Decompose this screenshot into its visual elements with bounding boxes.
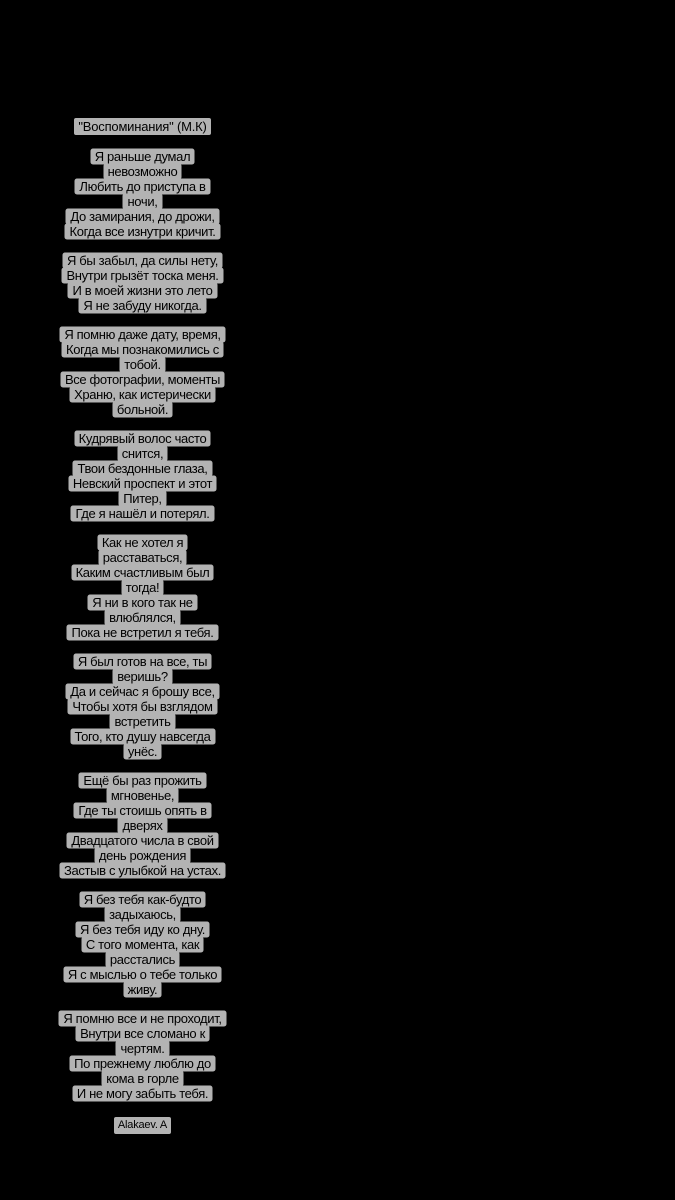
poem-line: И не могу забыть тебя. xyxy=(73,1086,212,1101)
poem-line: Твои бездонные глаза, xyxy=(73,461,211,476)
stanza-1 xyxy=(65,149,219,239)
poem-line: И в моей жизни это лето xyxy=(68,283,216,298)
poem-line: Кудрявый волос часто xyxy=(75,431,211,446)
poem-line: С того момента, как xyxy=(82,937,203,952)
poem-line: Двадцатого числа в свой xyxy=(67,833,217,848)
poem-line: дверях xyxy=(118,818,166,833)
stanza-8 xyxy=(64,892,221,997)
poem-line: Ещё бы раз прожить xyxy=(79,773,205,788)
poem-line: встретить xyxy=(110,714,174,729)
poem-line: Как не хотел я xyxy=(98,535,187,550)
stanza-7 xyxy=(60,773,225,878)
poem-line: Невский проспект и этот xyxy=(69,476,216,491)
poem-line: Да и сейчас я брошу все, xyxy=(66,684,218,699)
poem-line: снится, xyxy=(118,446,167,461)
poem-line: унёс. xyxy=(124,744,161,759)
poem-line: живу. xyxy=(124,982,162,997)
poem-line: Все фотографии, моменты xyxy=(61,372,224,387)
poem-line: Я помню даже дату, время, xyxy=(60,327,224,342)
poem-line: расстались xyxy=(106,952,179,967)
stanza-6 xyxy=(66,654,218,759)
poem-line: До замирания, до дрожи, xyxy=(66,209,218,224)
poem-line: Я был готов на все, ты xyxy=(74,654,211,669)
poem-line: Я помню все и не проходит, xyxy=(59,1011,225,1026)
poem-line: Того, кто душу навсегда xyxy=(71,729,215,744)
poem-line: По прежнему люблю до xyxy=(70,1056,215,1071)
poem-line: веришь? xyxy=(113,669,171,684)
poem-line: ночи, xyxy=(123,194,161,209)
author-signature: Alakaev. A xyxy=(114,1117,171,1134)
poem-line: день рождения xyxy=(95,848,190,863)
stanza-9 xyxy=(59,1011,225,1101)
poem-line: тогда! xyxy=(122,580,164,595)
poem-line: Питер, xyxy=(119,491,165,506)
poem-text-block xyxy=(40,118,245,1134)
poem-line: влюблялся, xyxy=(105,610,180,625)
poem-line: кома в горле xyxy=(102,1071,182,1086)
poem-line: Внутри грызёт тоска меня. xyxy=(62,268,222,283)
poem-line: Каким счастливым был xyxy=(72,565,214,580)
poem-line: мгновенье, xyxy=(107,788,178,803)
poem-line: Чтобы хотя бы взглядом xyxy=(68,699,216,714)
poem-title: "Воспоминания" (М.К) xyxy=(74,118,210,135)
poem-line: Я раньше думал xyxy=(91,149,194,164)
poem-line: Застыв с улыбкой на устах. xyxy=(60,863,225,878)
poem-line: Где ты стоишь опять в xyxy=(74,803,210,818)
stanza-4 xyxy=(69,431,216,521)
poem-line: Храню, как истерически xyxy=(70,387,215,402)
poem-line: Я бы забыл, да силы нету, xyxy=(63,253,222,268)
poem-line: невозможно xyxy=(104,164,182,179)
poem-line: Я без тебя иду ко дну. xyxy=(76,922,209,937)
stanza-3 xyxy=(60,327,224,417)
poem-line: Любить до приступа в xyxy=(75,179,209,194)
poem-line: Я ни в кого так не xyxy=(88,595,196,610)
stanza-5 xyxy=(67,535,217,640)
poem-line: чертям. xyxy=(116,1041,168,1056)
poem-line: Пока не встретил я тебя. xyxy=(67,625,217,640)
poem-line: Я с мыслью о тебе только xyxy=(64,967,221,982)
poem-line: тобой. xyxy=(120,357,165,372)
poem-line: больной. xyxy=(113,402,172,417)
poem-line: Когда все изнутри кричит. xyxy=(65,224,219,239)
poem-line: расставаться, xyxy=(99,550,187,565)
poem-line: Я без тебя как-будто xyxy=(80,892,206,907)
poem-line: Внутри все сломано к xyxy=(76,1026,209,1041)
stanza-2 xyxy=(62,253,222,313)
poem-line: Когда мы познакомились с xyxy=(62,342,223,357)
poem-line: задыхаюсь, xyxy=(105,907,180,922)
poem-line: Где я нашёл и потерял. xyxy=(71,506,213,521)
poem-line: Я не забуду никогда. xyxy=(79,298,205,313)
